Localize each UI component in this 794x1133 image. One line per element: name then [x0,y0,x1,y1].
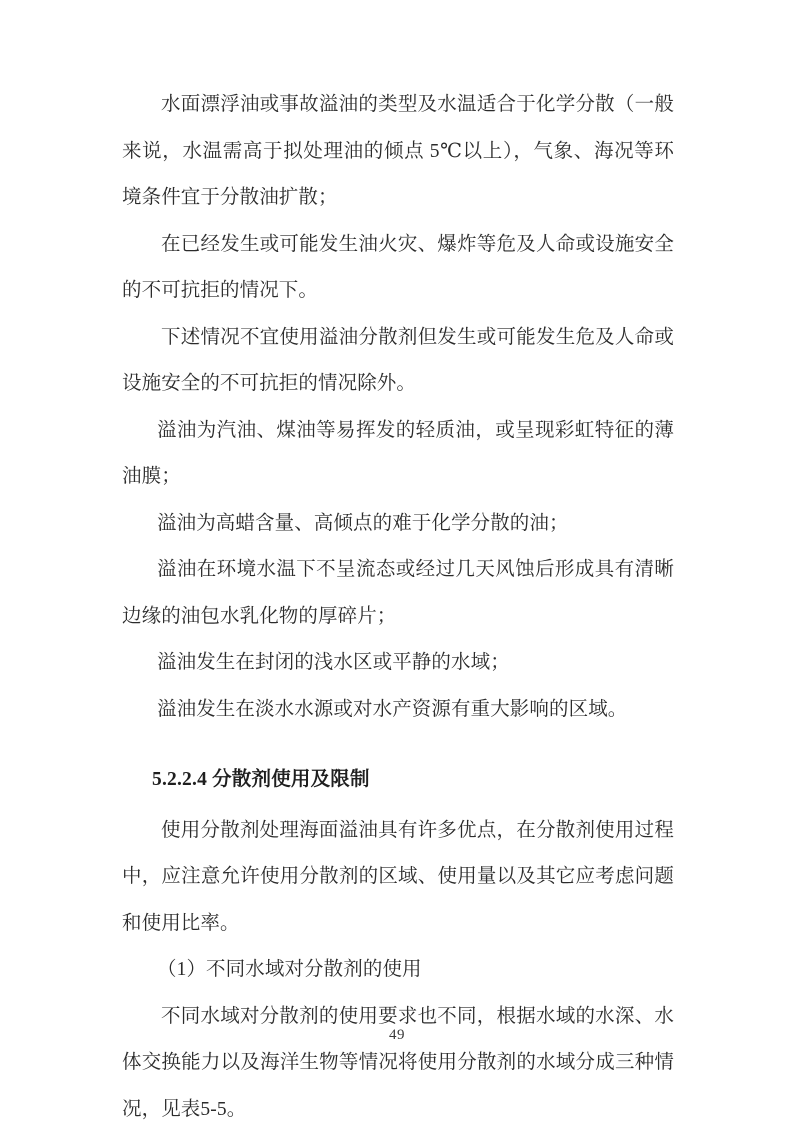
spacer-before-heading [122,733,674,757]
list-item-volatile-light-oil: 溢油为汽油、煤油等易挥发的轻质油，或呈现彩虹特征的薄油膜； [122,408,674,501]
paragraph-water-area-classification: 不同水域对分散剂的使用要求也不同，根据水域的水深、水体交换能力以及海洋生物等情况将使用分散剂的水域分成三种情况，见表5-5。 [122,994,674,1133]
list-item-non-fluid-weathered-emulsion: 溢油在环境水温下不呈流态或经过几天风蚀后形成具有清晰边缘的油包水乳化物的厚碎片； [122,547,674,640]
subsection-item-1-water-area-usage: （1）不同水域对分散剂的使用 [122,947,674,994]
page-number-footer: 49 [0,1027,794,1044]
page-content-area [122,82,674,1133]
list-item-enclosed-shallow-calm-water: 溢油发生在封闭的浅水区或平静的水域； [122,640,674,687]
section-heading-5-2-2-4: 5.2.2.4 分散剂使用及限制 [122,757,674,804]
paragraph-dispersant-advantages: 使用分散剂处理海面溢油具有许多优点，在分散剂使用过程中，应注意允许使用分散剂的区域、使用量以及其它应考虑问题和使用比率。 [122,808,674,948]
list-item-high-wax-high-pour-point: 溢油为高蜡含量、高倾点的难于化学分散的油； [122,501,674,548]
list-item-freshwater-fishery-impact-area: 溢油发生在淡水水源或对水产资源有重大影响的区域。 [122,687,674,734]
paragraph-fire-explosion-force-majeure: 在已经发生或可能发生油火灾、爆炸等危及人命或设施安全的不可抗拒的情况下。 [122,222,674,315]
paragraph-unsuitable-conditions-intro: 下述情况不宜使用溢油分散剂但发生或可能发生危及人命或设施安全的不可抗拒的情况除外。 [122,315,674,408]
paragraph-dispersant-conditions-suitable: 水面漂浮油或事故溢油的类型及水温适合于化学分散（一般来说，水温需高于拟处理油的倾点 5℃以上），气象、海况等环境条件宜于分散油扩散； [122,82,674,222]
